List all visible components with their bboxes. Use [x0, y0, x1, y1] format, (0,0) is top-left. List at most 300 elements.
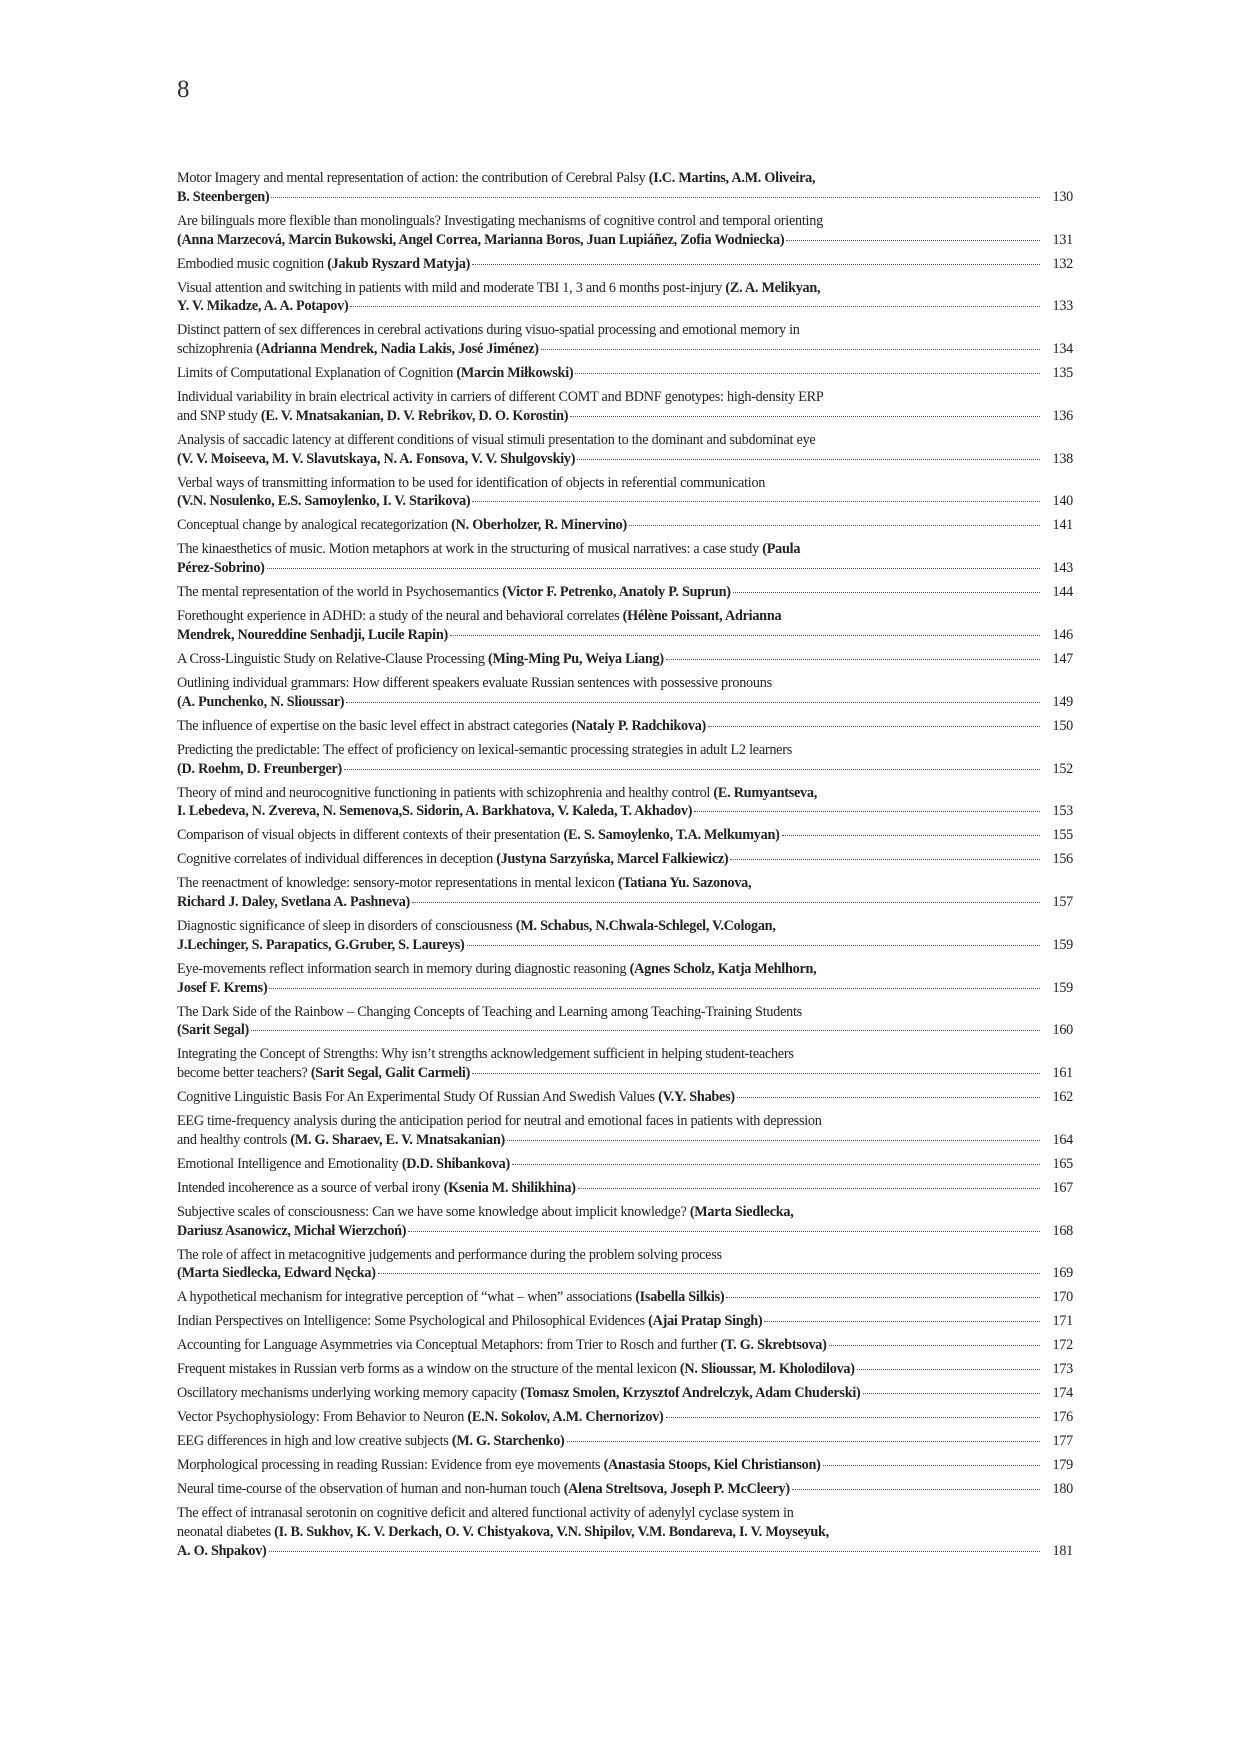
- entry-authors-text: (A. Punchenko, N. Slioussar): [177, 693, 345, 710]
- toc-entry: [177, 717, 1073, 736]
- entry-title-text: Comparison of visual objects in different contexts of their presentation: [177, 827, 564, 844]
- entry-authors-text: (Sarit Segal): [177, 1022, 250, 1039]
- dot-leader: [472, 264, 1040, 265]
- entry-authors-text: (Anna Marzecová, Marcin Bukowski, Angel Correa, Marianna Boros, Juan Lupiáñez, Zofia Wodniecka): [177, 231, 785, 248]
- entry-authors-text: (N. Slioussar, M. Kholodilova): [679, 1361, 855, 1378]
- entry-authors-text: (I.C. Martins, A.M. Oliveira,: [648, 170, 816, 186]
- entry-last-line: [177, 1179, 1073, 1198]
- entry-last-line: [177, 188, 1073, 207]
- entry-authors-text: (T. G. Skrebtsova): [720, 1337, 827, 1354]
- toc-entry: [177, 321, 1073, 359]
- entry-last-line-text: [177, 1312, 762, 1331]
- entry-page-number: 177: [1052, 1433, 1073, 1450]
- entry-last-line-text: [177, 1432, 565, 1451]
- entry-title-text: Cognitive Linguistic Basis For An Experimental Study Of Russian And Swedish Values: [177, 1089, 659, 1106]
- entry-last-line: [177, 1222, 1073, 1241]
- entry-title-text: EEG differences in high and low creative subjects: [177, 1433, 452, 1450]
- toc-entry: [177, 1288, 1073, 1307]
- entry-title-text: Cognitive correlates of individual differences in deception: [177, 851, 497, 868]
- entry-authors-text: (E. Rumyantseva,: [713, 784, 817, 801]
- entry-authors-text: Y. V. Mikadze, A. A. Potapov): [177, 298, 349, 315]
- entry-title-text: Frequent mistakes in Russian verb forms as a window on the structure of the mental lexicon: [177, 1361, 680, 1378]
- entry-last-line-text: [177, 893, 410, 912]
- dot-leader: [269, 988, 1040, 989]
- toc-entry: [177, 1246, 1073, 1284]
- toc-entry: [177, 516, 1073, 535]
- entry-page-number: 179: [1052, 1457, 1073, 1474]
- entry-authors-text: (Tomasz Smolen, Krzysztof Andrelczyk, Adam Chuderski): [520, 1385, 861, 1402]
- toc-entry: [177, 474, 1073, 512]
- entry-title-text: and healthy controls: [177, 1131, 291, 1148]
- entry-page-number: 131: [1052, 231, 1073, 248]
- entry-page-number: 144: [1052, 584, 1073, 601]
- entry-title-text: schizophrenia: [177, 341, 256, 358]
- entry-first-line: [177, 1504, 1073, 1523]
- dot-leader: [764, 1321, 1040, 1322]
- entry-authors-text: (V. V. Moiseeva, M. V. Slavutskaya, N. A. Fonsova, V. V. Shulgovskiy): [177, 450, 576, 467]
- entry-authors-text: (Jakub Ryszard Matyja): [327, 255, 471, 272]
- entry-last-line: [177, 231, 1073, 250]
- entry-authors-text: (Agnes Scholz, Katja Mehlhorn,: [629, 960, 817, 977]
- entry-last-line: [177, 340, 1073, 359]
- entry-last-line-text: [177, 492, 470, 511]
- entry-first-line: [177, 784, 1073, 803]
- entry-authors-text: (D. Roehm, D. Freunberger): [177, 760, 343, 777]
- entry-last-line: [177, 802, 1073, 821]
- toc-entry: [177, 1155, 1073, 1174]
- entry-last-line-text: [177, 650, 664, 669]
- table-of-contents: [177, 169, 1073, 1566]
- entry-title-text: The mental representation of the world in Psychosemantics: [177, 584, 503, 601]
- entry-page-number: 141: [1052, 517, 1073, 534]
- entry-last-line: [177, 1155, 1073, 1174]
- toc-entry: [177, 1504, 1073, 1560]
- entry-page-number: 164: [1052, 1131, 1073, 1148]
- entry-title-text: Oscillatory mechanisms underlying working memory capacity: [177, 1385, 521, 1402]
- toc-entry: [177, 1088, 1073, 1107]
- entry-authors-text: (M. Schabus, N.Chwala-Schlegel, V.Cologan,: [515, 918, 776, 935]
- entry-authors-text: (Anastasia Stoops, Kiel Christianson): [603, 1457, 821, 1474]
- entry-first-line: [177, 431, 1073, 450]
- entry-last-line: [177, 1360, 1073, 1379]
- entry-last-line: [177, 826, 1073, 845]
- entry-authors-text: I. Lebedeva, N. Zvereva, N. Semenova,S. Sidorin, A. Barkhatova, V. Kaleda, T. Akhadov): [177, 803, 693, 820]
- toc-entry: [177, 1408, 1073, 1427]
- entry-last-line-text: [177, 936, 465, 955]
- entry-authors-text: A. O. Shpakov): [177, 1542, 267, 1559]
- entry-authors-text: (Justyna Sarzyńska, Marcel Falkiewicz): [496, 851, 729, 868]
- entry-title-text: become better teachers?: [177, 1065, 311, 1082]
- entry-last-line: [177, 893, 1073, 912]
- entry-second-line: [177, 1523, 1073, 1542]
- entry-page-number: 169: [1052, 1265, 1073, 1282]
- entry-page-number: 171: [1052, 1313, 1073, 1330]
- entry-last-line: [177, 1480, 1073, 1499]
- entry-authors-text: Dariusz Asanowicz, Michał Wierzchoń): [177, 1222, 407, 1239]
- entry-page-number: 152: [1052, 760, 1073, 777]
- entry-last-line: [177, 1021, 1073, 1040]
- entry-first-line: [177, 917, 1073, 936]
- toc-entry: [177, 1480, 1073, 1499]
- toc-entry: [177, 169, 1073, 207]
- entry-first-line: [177, 321, 1073, 340]
- dot-leader: [629, 525, 1040, 526]
- entry-last-line-text: [177, 826, 780, 845]
- entry-last-line: [177, 583, 1073, 602]
- dot-leader: [694, 811, 1040, 812]
- entry-title-text: Diagnostic significance of sleep in disorders of consciousness: [177, 918, 516, 935]
- entry-last-line: [177, 1131, 1073, 1150]
- entry-last-line-text: [177, 1064, 470, 1083]
- entry-last-line-text: [177, 188, 269, 207]
- dot-leader: [567, 1441, 1040, 1442]
- toc-entry: [177, 1003, 1073, 1041]
- entry-page-number: 140: [1052, 493, 1073, 510]
- toc-entry: [177, 364, 1073, 383]
- entry-page-number: 157: [1052, 894, 1073, 911]
- entry-page-number: 155: [1052, 827, 1073, 844]
- toc-entry: [177, 741, 1073, 779]
- entry-authors-text: (Tatiana Yu. Sazonova,: [618, 875, 752, 892]
- entry-last-line: [177, 297, 1073, 316]
- entry-title-text: Accounting for Language Asymmetries via Conceptual Metaphors: from Trier to Rosch and further: [177, 1337, 721, 1354]
- toc-entry: [177, 674, 1073, 712]
- entry-title-text: A Cross-Linguistic Study on Relative-Clause Processing: [177, 650, 488, 667]
- entry-page-number: 167: [1052, 1179, 1073, 1196]
- entry-page-number: 143: [1052, 560, 1073, 577]
- entry-page-number: 174: [1052, 1385, 1073, 1402]
- entry-page-number: 130: [1052, 188, 1073, 205]
- dot-leader: [267, 568, 1040, 569]
- entry-title-text: A hypothetical mechanism for integrative perception of “what – when” associations: [177, 1289, 636, 1306]
- entry-first-line: [177, 741, 1073, 760]
- entry-authors-text: (E. S. Samoylenko, T.A. Melkumyan): [563, 827, 780, 844]
- entry-first-line: [177, 474, 1073, 493]
- entry-title-text: The kinaesthetics of music. Motion metaphors at work in the structuring of musical narratives: a case study: [177, 541, 763, 558]
- entry-last-line-text: [177, 1131, 505, 1150]
- entry-last-line-text: [177, 516, 627, 535]
- dot-leader: [733, 592, 1040, 593]
- entry-last-line: [177, 1336, 1073, 1355]
- entry-last-line: [177, 1288, 1073, 1307]
- entry-page-number: 173: [1052, 1361, 1073, 1378]
- dot-leader: [708, 726, 1040, 727]
- entry-title-text: and SNP study: [177, 407, 261, 424]
- entry-title-text: Forethought experience in ADHD: a study of the neural and behavioral correlates: [177, 608, 623, 625]
- dot-leader: [269, 1551, 1040, 1552]
- entry-first-line: [177, 1003, 1073, 1022]
- dot-leader: [823, 1465, 1040, 1466]
- entry-title-text: Morphological processing in reading Russian: Evidence from eye movements: [177, 1457, 604, 1474]
- entry-page-number: 161: [1052, 1065, 1073, 1082]
- entry-page-number: 136: [1052, 407, 1073, 424]
- dot-leader: [271, 197, 1040, 198]
- toc-entry: [177, 279, 1073, 317]
- entry-title-text: Vector Psychophysiology: From Behavior to Neuron: [177, 1409, 468, 1426]
- entry-page-number: 165: [1052, 1155, 1073, 1172]
- entry-last-line-text: [177, 1288, 724, 1307]
- entry-last-line: [177, 1312, 1073, 1331]
- toc-entry: [177, 1179, 1073, 1198]
- entry-page-number: 159: [1052, 936, 1073, 953]
- toc-entry: [177, 255, 1073, 274]
- dot-leader: [408, 1231, 1040, 1232]
- entry-last-line-text: [177, 1179, 576, 1198]
- dot-leader: [472, 1073, 1040, 1074]
- entry-first-line: [177, 874, 1073, 893]
- entry-title-text: Limits of Computational Explanation of Cognition: [177, 365, 457, 382]
- toc-entry: [177, 1432, 1073, 1451]
- entry-title-text: The effect of intranasal serotonin on cognitive deficit and altered functional activity of adenylyl cyclase system in: [177, 1505, 794, 1522]
- entry-last-line: [177, 407, 1073, 426]
- dot-leader: [472, 501, 1040, 502]
- entry-authors-text: (Z. A. Melikyan,: [725, 279, 821, 296]
- entry-last-line: [177, 1064, 1073, 1083]
- toc-entry: [177, 431, 1073, 469]
- dot-leader: [863, 1393, 1040, 1394]
- entry-authors-text: (N. Oberholzer, R. Minervino): [451, 517, 627, 534]
- entry-page-number: 180: [1052, 1481, 1073, 1498]
- toc-entry: [177, 917, 1073, 955]
- entry-title-text: Intended incoherence as a source of verbal irony: [177, 1179, 444, 1196]
- entry-last-line-text: [177, 450, 575, 469]
- entry-last-line: [177, 979, 1073, 998]
- entry-authors-text: (I. B. Sukhov, K. V. Derkach, O. V. Chistyakova, V.N. Shipilov, V.M. Bondareva, I. V. Moyseyuk,: [274, 1524, 829, 1541]
- entry-last-line-text: [177, 1456, 821, 1475]
- entry-title-text: Are bilinguals more flexible than monolinguals? Investigating mechanisms of cognitive control and temporal orienting: [177, 212, 823, 229]
- toc-entry: [177, 1360, 1073, 1379]
- entry-authors-text: Pérez-Sobrino): [177, 560, 265, 577]
- entry-authors-text: J.Lechinger, S. Parapatics, G.Gruber, S. Laureys): [177, 936, 465, 953]
- dot-leader: [570, 416, 1040, 417]
- entry-authors-text: (Sarit Segal, Galit Carmeli): [310, 1065, 471, 1082]
- entry-last-line: [177, 1432, 1073, 1451]
- toc-entry: [177, 1456, 1073, 1475]
- toc-entry: [177, 1045, 1073, 1083]
- dot-leader: [251, 1030, 1040, 1031]
- entry-authors-text: Josef F. Krems): [177, 979, 268, 996]
- dot-leader: [512, 1164, 1040, 1165]
- entry-title-text: Conceptual change by analogical recategorization: [177, 517, 452, 534]
- entry-last-line: [177, 1264, 1073, 1283]
- entry-page-number: 159: [1052, 979, 1073, 996]
- entry-last-line-text: [177, 559, 265, 578]
- dot-leader: [541, 349, 1040, 350]
- entry-last-line-text: [177, 255, 470, 274]
- entry-page-number: 170: [1052, 1289, 1073, 1306]
- entry-first-line: [177, 1246, 1073, 1265]
- entry-last-line-text: [177, 297, 348, 316]
- entry-title-text: Predicting the predictable: The effect of proficiency on lexical-semantic processing strategies in adult L2 learners: [177, 741, 792, 758]
- entry-authors-text: Mendrek, Noureddine Senhadji, Lucile Rapin): [177, 626, 448, 643]
- entry-authors-text: (Nataly P. Radchikova): [571, 717, 707, 734]
- toc-entry: [177, 583, 1073, 602]
- dot-leader: [575, 373, 1040, 374]
- dot-leader: [786, 240, 1040, 241]
- entry-last-line-text: [177, 1542, 267, 1561]
- dot-leader: [829, 1345, 1040, 1346]
- toc-entry: [177, 874, 1073, 912]
- entry-first-line: [177, 1112, 1073, 1131]
- entry-last-line: [177, 1088, 1073, 1107]
- entry-title-text: Integrating the Concept of Strengths: Why isn’t strengths acknowledgement sufficient in helping student-teachers: [177, 1046, 794, 1063]
- entry-authors-text: Richard J. Daley, Svetlana A. Pashneva): [177, 894, 411, 911]
- dot-leader: [378, 1273, 1040, 1274]
- entry-first-line: [177, 960, 1073, 979]
- dot-leader: [346, 702, 1040, 703]
- entry-page-number: 172: [1052, 1337, 1073, 1354]
- toc-entry: [177, 1384, 1073, 1403]
- entry-authors-text: (V.Y. Shabes): [658, 1089, 735, 1106]
- entry-last-line: [177, 255, 1073, 274]
- entry-last-line-text: [177, 407, 568, 426]
- entry-first-line: [177, 388, 1073, 407]
- entry-title-text: Theory of mind and neurocognitive functioning in patients with schizophrenia and healthy control: [177, 784, 714, 801]
- entry-authors-text: (Marcin Miłkowski): [456, 365, 574, 382]
- toc-entry: [177, 784, 1073, 822]
- entry-last-line-text: [177, 1222, 406, 1241]
- entry-title-text: The role of affect in metacognitive judgements and performance during the problem solving process: [177, 1246, 722, 1263]
- entry-first-line: [177, 607, 1073, 626]
- entry-last-line-text: [177, 1384, 861, 1403]
- entry-first-line: [177, 540, 1073, 559]
- entry-last-line-text: [177, 340, 539, 359]
- toc-entry: [177, 826, 1073, 845]
- entry-last-line-text: [177, 1336, 827, 1355]
- toc-entry: [177, 650, 1073, 669]
- entry-page-number: 146: [1052, 626, 1073, 643]
- entry-authors-text: (Alena Streltsova, Joseph P. McCleery): [563, 1481, 790, 1498]
- entry-last-line: [177, 717, 1073, 736]
- entry-page-number: 168: [1052, 1222, 1073, 1239]
- entry-last-line: [177, 492, 1073, 511]
- entry-title-text: Emotional Intelligence and Emotionality: [177, 1155, 402, 1172]
- entry-last-line-text: [177, 364, 573, 383]
- entry-last-line-text: [177, 1480, 790, 1499]
- entry-last-line-text: [177, 231, 784, 250]
- toc-entry: [177, 607, 1073, 645]
- entry-title-text: neonatal diabetes: [177, 1524, 275, 1541]
- dot-leader: [792, 1489, 1040, 1490]
- entry-title-text: Analysis of saccadic latency at different conditions of visual stimuli presentation to the dominant and subdominat eye: [177, 431, 816, 448]
- entry-last-line: [177, 1456, 1073, 1475]
- entry-title-text: Verbal ways of transmitting information to be used for identification of objects in referential communication: [177, 474, 766, 491]
- toc-entry: [177, 1112, 1073, 1150]
- dot-leader: [857, 1369, 1040, 1370]
- entry-last-line-text: [177, 626, 448, 645]
- page-number: 8: [177, 76, 190, 103]
- entry-title-text: The reenactment of knowledge: sensory-motor representations in mental lexicon: [177, 875, 619, 892]
- entry-last-line-text: [177, 1021, 249, 1040]
- toc-entry: [177, 212, 1073, 250]
- entry-last-line-text: [177, 760, 342, 779]
- dot-leader: [666, 1417, 1040, 1418]
- dot-leader: [726, 1297, 1040, 1298]
- entry-title-text: The influence of expertise on the basic level effect in abstract categories: [177, 717, 572, 734]
- entry-last-line: [177, 693, 1073, 712]
- entry-authors-text: (M. G. Starchenko): [451, 1433, 565, 1450]
- entry-authors-text: (V.N. Nosulenko, E.S. Samoylenko, I. V. Starikova): [177, 493, 471, 510]
- entry-title-text: Visual attention and switching in patients with mild and moderate TBI 1, 3 and 6 months post-injury: [177, 279, 726, 296]
- entry-title-text: Embodied music cognition: [177, 255, 328, 272]
- dot-leader: [507, 1140, 1040, 1141]
- entry-authors-text: (Paula: [762, 541, 801, 558]
- entry-page-number: 147: [1052, 650, 1073, 667]
- entry-last-line: [177, 626, 1073, 645]
- entry-last-line-text: [177, 850, 728, 869]
- entry-title-text: Eye-movements reflect information search in memory during diagnostic reasoning: [177, 960, 630, 977]
- toc-entry: [177, 960, 1073, 998]
- entry-title-text: Neural time-course of the observation of human and non-human touch: [177, 1481, 564, 1498]
- entry-last-line: [177, 1384, 1073, 1403]
- dot-leader: [350, 306, 1040, 307]
- entry-authors-text: B. Steenbergen): [177, 188, 270, 205]
- entry-page-number: 181: [1052, 1542, 1073, 1559]
- entry-first-line: [177, 1203, 1073, 1222]
- entry-title-text: Motor Imagery and mental representation of action: the contribution of Cerebral Palsy: [177, 170, 649, 186]
- dot-leader: [577, 459, 1040, 460]
- entry-last-line: [177, 1408, 1073, 1427]
- entry-title-text: The Dark Side of the Rainbow – Changing Concepts of Teaching and Learning among Teaching-Training Students: [177, 1003, 802, 1020]
- entry-authors-text: (M. G. Sharaev, E. V. Mnatsakanian): [290, 1131, 505, 1148]
- entry-page-number: 153: [1052, 803, 1073, 820]
- entry-title-text: EEG time-frequency analysis during the anticipation period for neutral and emotional faces in patients with depression: [177, 1113, 822, 1130]
- entry-authors-text: (Victor F. Petrenko, Anatoly P. Suprun): [502, 584, 731, 601]
- entry-title-text: Individual variability in brain electrical activity in carriers of different COMT and BDNF genotypes: high-density ERP: [177, 389, 824, 406]
- dot-leader: [666, 659, 1040, 660]
- entry-title-text: Distinct pattern of sex differences in cerebral activations during visuo-spatial processing and emotional memory in: [177, 322, 800, 339]
- dot-leader: [737, 1097, 1040, 1098]
- toc-entry: [177, 1312, 1073, 1331]
- entry-last-line-text: [177, 802, 692, 821]
- entry-last-line-text: [177, 1408, 664, 1427]
- entry-first-line: [177, 169, 1073, 188]
- entry-last-line-text: [177, 693, 344, 712]
- entry-last-line: [177, 850, 1073, 869]
- entry-page-number: 176: [1052, 1409, 1073, 1426]
- entry-last-line: [177, 936, 1073, 955]
- entry-page-number: 135: [1052, 365, 1073, 382]
- entry-last-line: [177, 1542, 1073, 1561]
- dot-leader: [412, 902, 1040, 903]
- entry-last-line-text: [177, 979, 267, 998]
- entry-title-text: Outlining individual grammars: How different speakers evaluate Russian sentences with possessive pronouns: [177, 674, 772, 691]
- entry-last-line-text: [177, 1264, 376, 1283]
- dot-leader: [344, 769, 1040, 770]
- entry-authors-text: (D.D. Shibankova): [401, 1155, 510, 1172]
- toc-entry: [177, 540, 1073, 578]
- entry-page-number: 133: [1052, 298, 1073, 315]
- entry-first-line: [177, 1045, 1073, 1064]
- dot-leader: [782, 835, 1040, 836]
- entry-authors-text: (Marta Siedlecka, Edward Nęcka): [177, 1265, 376, 1282]
- entry-last-line-text: [177, 1155, 510, 1174]
- entry-last-line-text: [177, 717, 706, 736]
- entry-authors-text: (Ajai Pratap Singh): [648, 1313, 763, 1330]
- entry-first-line: [177, 674, 1073, 693]
- entry-page-number: 162: [1052, 1089, 1073, 1106]
- toc-entry: [177, 1336, 1073, 1355]
- toc-entry: [177, 388, 1073, 426]
- toc-entry: [177, 1203, 1073, 1241]
- dot-leader: [578, 1188, 1040, 1189]
- entry-last-line: [177, 559, 1073, 578]
- entry-title-text: Indian Perspectives on Intelligence: Some Psychological and Philosophical Evidences: [177, 1313, 649, 1330]
- entry-last-line: [177, 450, 1073, 469]
- entry-last-line-text: [177, 583, 731, 602]
- dot-leader: [467, 945, 1040, 946]
- entry-page-number: 138: [1052, 450, 1073, 467]
